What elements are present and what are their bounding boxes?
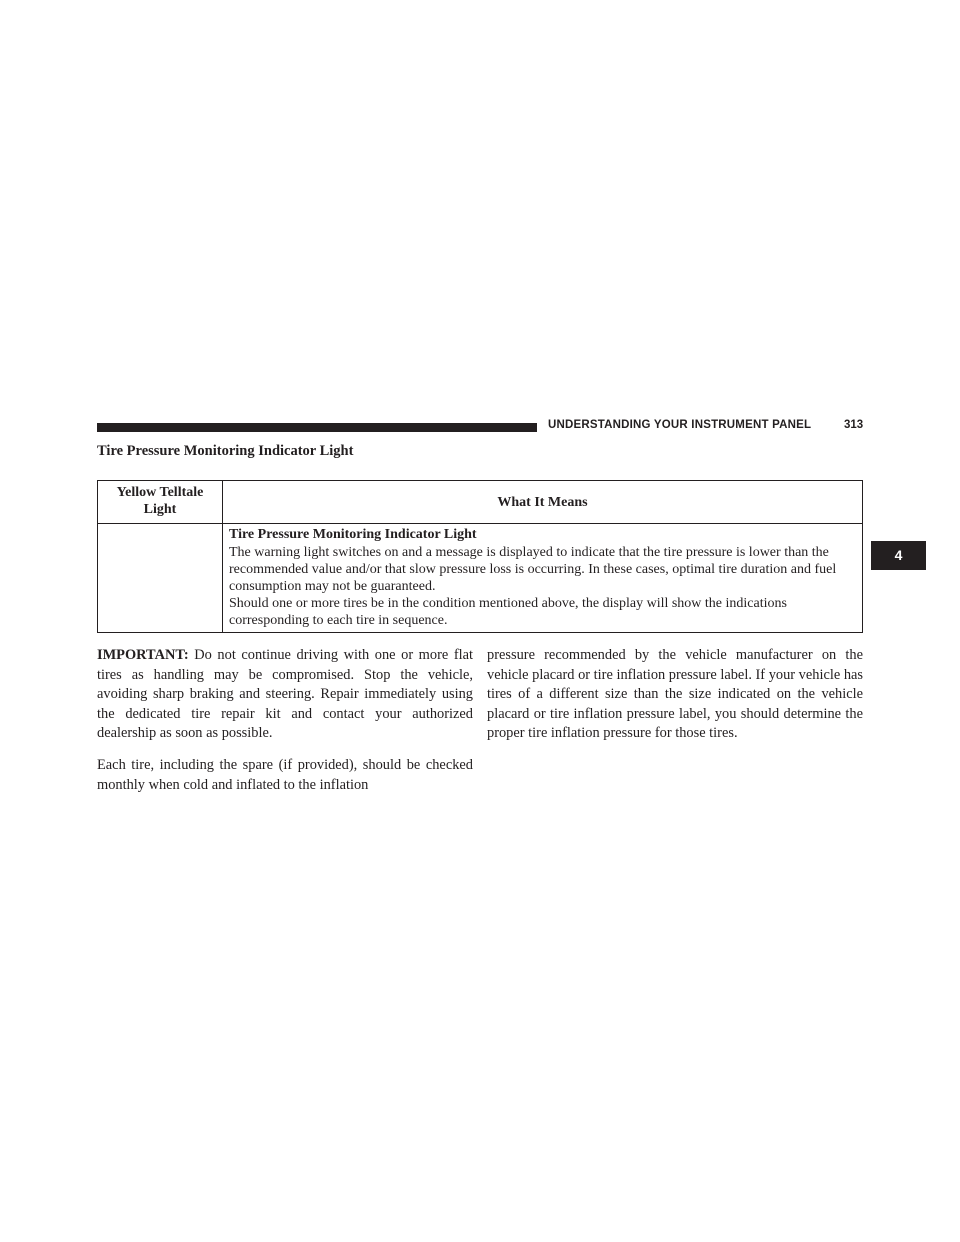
description-paragraph-2: Should one or more tires be in the condition mentioned above, the display will show the indications corresponding to each tire in sequence. (229, 596, 787, 629)
telltale-icon-cell (98, 524, 223, 632)
important-label: IMPORTANT: (97, 647, 189, 663)
inflation-paragraph-start: Each tire, including the spare (if provided), should be checked monthly when cold and inflated to the inflation (97, 756, 473, 793)
important-text: Do not continue driving with one or more flat tires as handling may be compromised. Stop the vehicle, avoiding sharp braking and steering. Repair immediately using the dedicated tire repair kit and contact your authorized dealership as soon as possible. (97, 647, 473, 742)
description-cell (223, 524, 863, 632)
page-number: 313 (844, 419, 864, 431)
page-heading: Tire Pressure Monitoring Indicator Light (97, 443, 354, 459)
description-title: Tire Pressure Monitoring Indicator Light (229, 527, 477, 543)
telltale-table (97, 480, 863, 633)
column-header-meaning: What It Means (223, 481, 863, 524)
section-title: UNDERSTANDING YOUR INSTRUMENT PANEL (548, 419, 812, 431)
chapter-tab: 4 (871, 541, 926, 570)
inflation-paragraph-end: pressure recommended by the vehicle manufacturer on the vehicle placard or tire inflation pressure label. If your vehicle has tires of a different size than the size indicated on the vehicle placard or tire inflation pressure label, you should determine the proper tire inflation pressure for those tires. (487, 647, 863, 742)
column-header-telltale: Yellow Telltale Light (98, 481, 223, 524)
right-column (487, 646, 863, 756)
important-paragraph (97, 646, 473, 744)
table-header-row (98, 481, 863, 524)
description-paragraph-1: The warning light switches on and a message is displayed to indicate that the tire pressure is lower than the recommended value and/or that slow pressure loss is occurring. In these cases, optimal tire duration and fuel consumption may not be guaranteed. (229, 544, 837, 595)
left-column (97, 646, 473, 807)
table-row (98, 524, 863, 632)
header-rule (97, 423, 537, 432)
